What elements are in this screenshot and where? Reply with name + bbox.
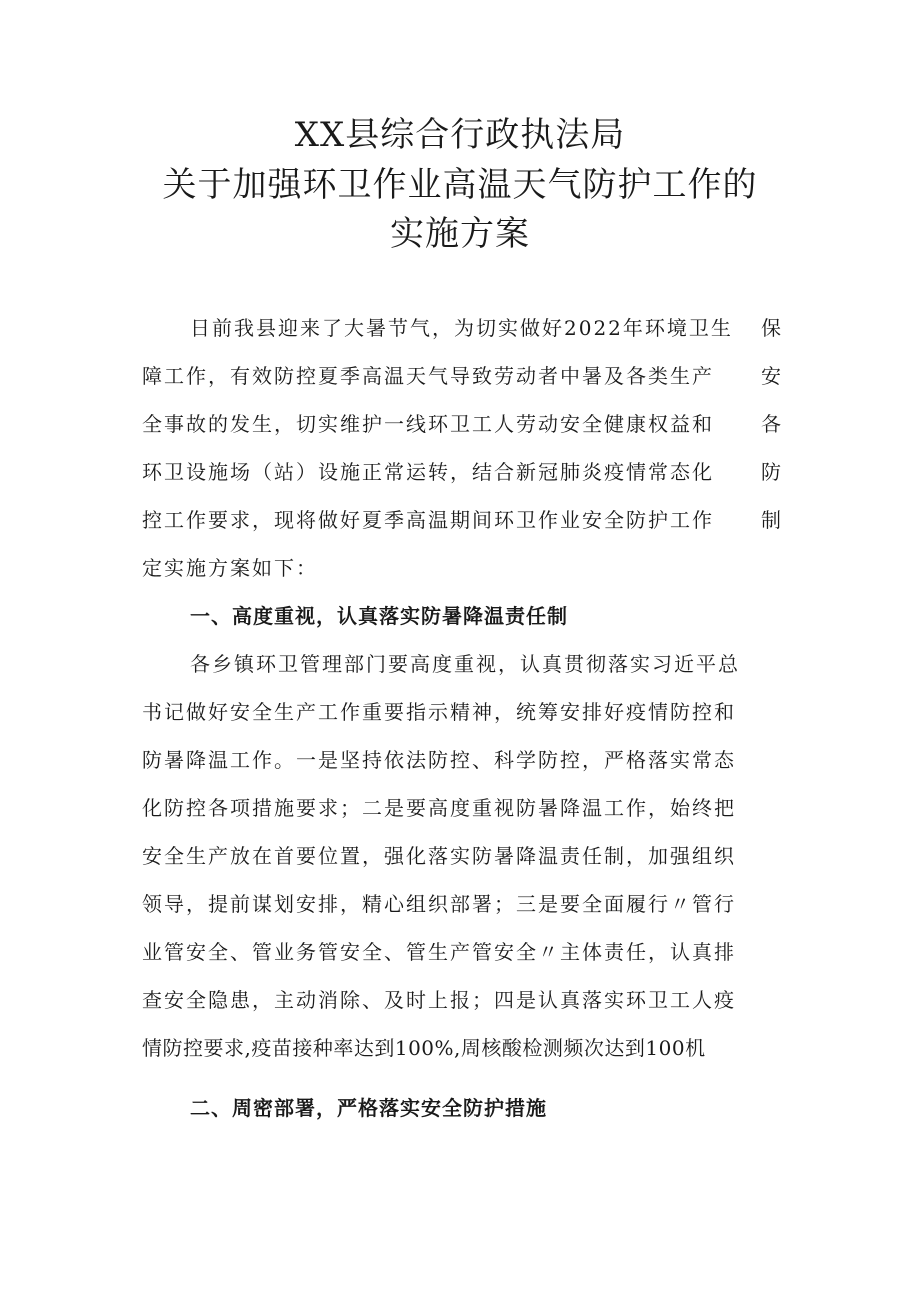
intro-end-char-1: 保 <box>761 316 781 340</box>
intro-line-4: 环卫设施场（站）设施正常运转，结合新冠肺炎疫情常态化 <box>142 460 714 484</box>
document-title-line-2: 关于加强环卫作业高温天气防护工作的 <box>162 165 758 205</box>
section-1-line-4: 化防控各项措施要求；二是要高度重视防暑降温工作，始终把 <box>142 796 736 820</box>
section-1-line-8: 查安全隐患，主动消除、及时上报；四是认真落实环卫工人疫 <box>142 988 736 1012</box>
intro-end-char-3: 各 <box>761 412 781 436</box>
section-1-line-9: 情防控要求,疫苗接种率达到100%,周核酸检测频次达到100机 <box>142 1036 706 1060</box>
section-1-line-7: 业管安全、管业务管安全、管生产管安全〃主体责任，认真排 <box>142 940 736 964</box>
document-title-line-1: XX县综合行政执法局 <box>294 115 626 155</box>
section-1-line-3: 防暑降温工作。一是坚持依法防控、科学防控，严格落实常态 <box>142 748 736 772</box>
intro-line-2: 障工作，有效防控夏季高温天气导致劳动者中暑及各类生产 <box>142 364 714 388</box>
section-1-line-5: 安全生产放在首要位置，强化落实防暑降温责任制，加强组织 <box>142 844 736 868</box>
intro-line-3: 全事故的发生，切实维护一线环卫工人劳动安全健康权益和 <box>142 412 714 436</box>
intro-line-6: 定实施方案如下： <box>142 556 318 580</box>
document-title-line-3: 实施方案 <box>390 214 530 254</box>
intro-end-char-4: 防 <box>761 460 781 484</box>
section-1-heading: 一、高度重视，认真落实防暑降温责任制 <box>190 604 568 628</box>
intro-line-1: 日前我县迎来了大暑节气，为切实做好2022年环境卫生 <box>190 316 733 340</box>
section-1-line-2: 书记做好安全生产工作重要指示精神，统筹安排好疫情防控和 <box>142 700 736 724</box>
section-1-line-1: 各乡镇环卫管理部门要高度重视，认真贯彻落实习近平总 <box>190 652 740 676</box>
intro-end-char-2: 安 <box>761 364 781 388</box>
section-1-line-6: 领导，提前谋划安排，精心组织部署；三是要全面履行〃管行 <box>142 892 736 916</box>
intro-line-5: 控工作要求，现将做好夏季高温期间环卫作业安全防护工作 <box>142 508 714 532</box>
section-2-heading: 二、周密部署，严格落实安全防护措施 <box>190 1096 547 1120</box>
intro-end-char-5: 制 <box>761 508 781 532</box>
